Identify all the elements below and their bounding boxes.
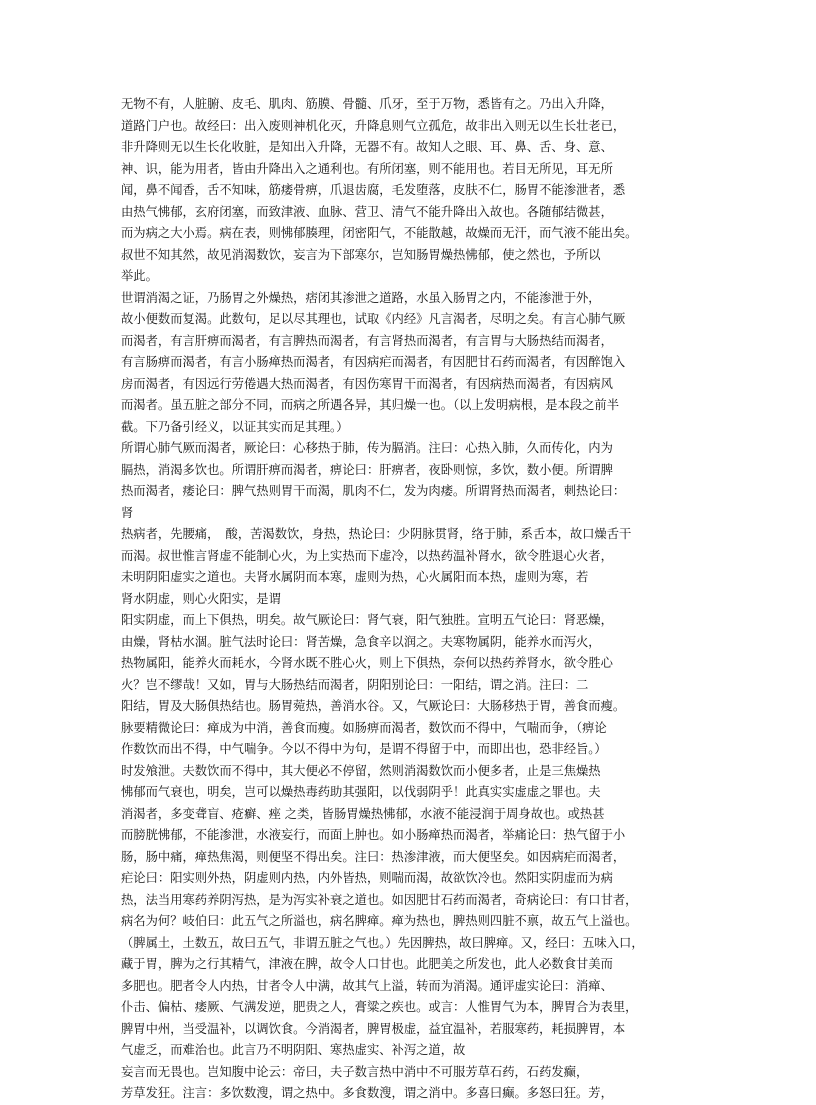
text-line: 而膀胱怫郁，不能渗泄，水液妄行，而面上肿也。如小肠瘅热而渴者，举痛论曰：热气留于小 <box>121 828 626 842</box>
text-line: 妄言而无畏也。岂知腹中论云：帝曰，夫子数言热中消中不可服芳草石药，石药发癫， <box>121 1064 589 1079</box>
text-line: 气虚乏，而难治也。此言乃不明阴阳、寒热虚实、补泻之道，故 <box>121 1043 466 1057</box>
text-line: 道路门户也。故经曰：出入废则神机化灭，升降息则气立孤危，故非出入则无以生长壮老已， <box>121 118 626 133</box>
text-line: 热病者，先腰痛， 酸，苦渴数饮，身热，热论曰：少阴脉贯肾，络于肺，系舌本，故口燥舌干 <box>121 527 632 541</box>
text-line: 而渴者，有言肝痹而渴者，有言脾热而渴者，有言肾热而渴者，有言胃与大肠热结而渴者， <box>121 333 613 348</box>
text-line: 有言肠痹而渴者，有言小肠瘅热而渴者，有因病疟而渴者，有因肥甘石药而渴者，有因醉饱入 <box>121 355 626 369</box>
text-line: 截。下乃备引经义，以证其实而足其理。） <box>121 419 349 434</box>
text-line: 由燥，肾枯水涸。脏气法时论曰：肾苦燥，急食辛以润之。夫寒物属阴，能养水而泻火， <box>121 634 601 649</box>
text-line: 神、识，能为用者，皆由升降出入之通利也。有所闭塞，则不能用也。若目无所见，耳无所 <box>121 161 613 176</box>
text-line: 肾 <box>121 505 134 520</box>
text-line: 未明阴阳虚实之道也。夫肾水属阴而本寒，虚则为热，心火属阳而本热，虚则为寒，若 <box>121 570 589 584</box>
text-line: 房而渴者，有因远行劳倦遇大热而渴者，有因伤寒胃干而渴者，有因病热而渴者，有因病风 <box>121 376 613 391</box>
text-line: 闻，鼻不闻香，舌不知味，筋痿骨痹，爪退齿腐，毛发堕落，皮肤不仁，肠胃不能渗泄者，悉 <box>121 183 626 197</box>
text-line: 热而渴者，痿论曰：脾气热则胃干而渴，肌肉不仁，发为肉痿。所谓肾热而渴者，刺热论曰： <box>121 484 626 498</box>
text-line: 由热气怫郁，玄府闭塞，而致津液、血脉、营卫、清气不能升降出入故也。各随郁结微甚， <box>121 204 613 219</box>
text-line: 脾胃中州，当受温补，以调饮食。今消渴者，脾胃极虚，益宜温补，若服寒药，耗损脾胃，本 <box>121 1021 626 1036</box>
text-line: 无物不有，人脏腑、皮毛、肌肉、筋膜、骨髓、爪牙，至于万物，悉皆有之。乃出入升降， <box>121 97 613 111</box>
text-line: 藏于胃，脾为之行其精气，津液在脾，故令人口甘也。此肥美之所发也，此人必数食甘美而 <box>121 957 613 971</box>
text-line: 世谓消渴之证，乃肠胃之外燥热，痞闭其渗泄之道路，水虽入肠胃之内，不能渗泄于外， <box>121 290 601 305</box>
text-line: 而渴。叔世惟言肾虚不能制心火，为上实热而下虚冷，以热药温补肾水，欲令胜退心火者， <box>121 548 613 563</box>
text-line: 而渴者。虽五脏之部分不同，而病之所遇各异，其归燥一也。（以上发明病根，是本段之前半 <box>121 398 620 412</box>
text-line: 肠，肠中痛，瘅热焦渴，则便坚不得出矣。注曰：热渗津液，而大便坚矣。如因病疟而渴者， <box>121 849 626 864</box>
text-line: 肾水阴虚，则心火阳实，是谓 <box>121 591 281 606</box>
text-line: 举此。 <box>121 269 158 283</box>
text-line: 时发飧泄。夫数饮而不得中，其大便必不停留，然则消渴数饮而小便多者，止是三焦燥热 <box>121 763 601 778</box>
text-line: 火？岂不缪哉！又如，胃与大肠热结而渴者，阴阳别论曰：一阳结，谓之消。注曰：二 <box>121 677 589 692</box>
text-line: 脉要精微论曰：瘅成为中消，善食而瘦。如肠痹而渴者，数饮而不得中，气喘而争，（痹论 <box>121 720 607 735</box>
text-line: 阳结，胃及大肠俱热结也。肠胃菀热，善消水谷。又，气厥论曰：大肠移热于胃，善食而瘦。 <box>121 699 626 713</box>
text-line: 热物属阳，能养火而耗水，今肾水既不胜心火，则上下俱热，奈何以热药养肾水，欲令胜心 <box>121 656 613 670</box>
text-line: 作数饮而出不得，中气喘争。今以不得中为句，是谓不得留于中，而即出也，恐非经旨。） <box>121 742 607 756</box>
text-line: 热，法当用寒药养阴泻热，是为泻实补衰之道也。如因肥甘石药而渴者，奇病论曰：有口甘者， <box>121 892 638 907</box>
text-line: 叔世不知其然，故见消渴数饮，妄言为下部寒尔，岂知肠胃燥热怫郁，使之然也，予所以 <box>121 247 601 262</box>
body-text <box>121 94 693 1105</box>
text-line: 疟论曰：阳实则外热，阴虚则内热，内外皆热，则喘而渴，故欲饮冷也。然阳实阴虚而为病 <box>121 871 613 885</box>
text-line: 故小便数而复渴。此数句，足以尽其理也，试取《内经》凡言渴者，尽明之矣。有言心肺气厥 <box>121 312 626 326</box>
text-line: 阳实阴虚，而上下俱热，明矣。故气厥论曰：肾气衰，阳气独胜。宣明五气论曰：肾恶燥， <box>121 613 613 627</box>
text-line: 而为病之大小焉。病在表，则怫郁腠理，闭密阳气，不能散越，故燥而无汗，而气液不能出矣。 <box>121 226 638 240</box>
text-line: 非升降则无以生长化收脏，是知出入升降，无器不有。故知人之眼、耳、鼻、舌、身、意、 <box>121 140 613 154</box>
text-line: 消渴者，多变聋盲、疮癣、痤 之类，皆肠胃燥热怫郁，水液不能浸润于周身故也。或热甚 <box>121 806 605 821</box>
text-line: 芳草发狂。注言：多饮数溲，谓之热中。多食数溲，谓之消中。多喜曰癫。多怒曰狂。芳， <box>121 1086 613 1100</box>
text-line: 膈热，消渴多饮也。所谓肝痹而渴者，痹论曰：肝痹者，夜卧则惊，多饮，数小便。所谓脾 <box>121 462 613 477</box>
text-line: 病名为何？岐伯曰：此五气之所溢也，病名脾瘅。瘅为热也，脾热则四脏不禀，故五气上溢也。 <box>121 914 638 928</box>
text-line: 仆击、偏枯、痿厥、气满发逆，肥贵之人，膏粱之疾也。或言：人惟胃气为本，脾胃合为表里， <box>121 1000 638 1014</box>
text-line: （脾属土，土数五，故曰五气，非谓五脏之气也。）先因脾热，故曰脾瘅。又，经曰：五味入口， <box>121 935 644 950</box>
text-line: 所谓心肺气厥而渴者，厥论曰：心移热于肺，传为膈消。注曰：心热入肺，久而传化，内为 <box>121 441 613 455</box>
text-line: 多肥也。肥者令人内热，甘者令人中满，故其气上溢，转而为消渴。通评虚实论曰：消瘅、 <box>121 978 613 993</box>
text-line: 怫郁而气衰也，明矣，岂可以燥热毒药助其强阳，以伐弱阴乎！此真实实虚虚之罪也。夫 <box>121 785 601 799</box>
